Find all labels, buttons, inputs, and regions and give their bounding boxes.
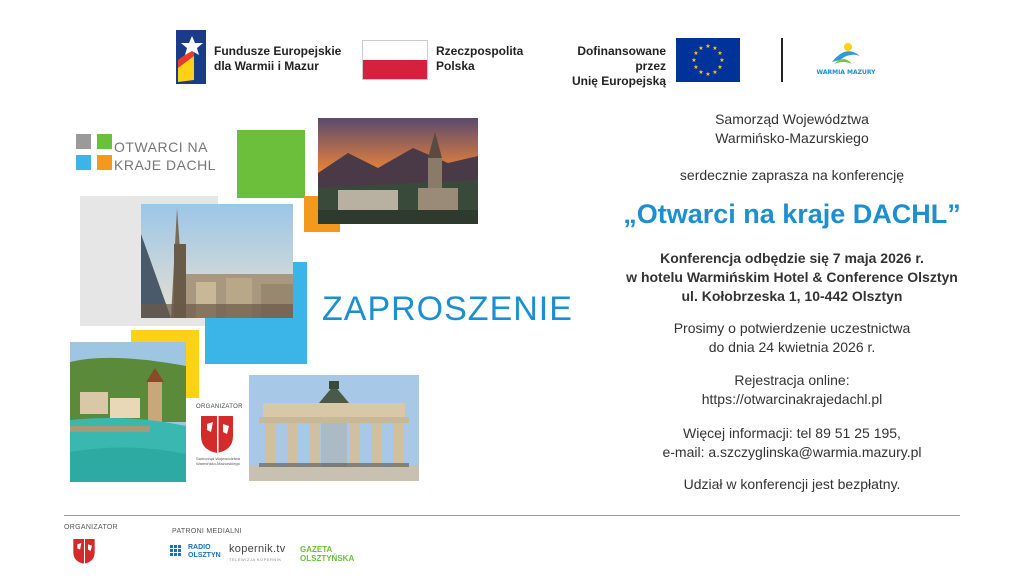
brandenburg-gate-photo [249, 375, 419, 481]
svg-text:★: ★ [712, 69, 718, 76]
european-funds-icon [176, 30, 206, 84]
gazeta-olsztynska-logo: GAZETA OLSZTYŃSKA [300, 545, 355, 563]
radio-olsztyn-icon [170, 545, 186, 559]
registration-block [612, 371, 972, 409]
poland-flag-icon [362, 40, 428, 80]
green-square [237, 130, 305, 198]
footer-coat-of-arms-icon [72, 537, 96, 565]
svg-text:★: ★ [712, 45, 718, 52]
svg-text:★: ★ [705, 43, 711, 50]
host-name: Samorząd Województwa Warmińsko-Mazurskiego [715, 111, 869, 146]
warmia-mazury-logo-icon [816, 36, 876, 84]
svg-text:★: ★ [693, 50, 699, 57]
poland-text: Rzeczpospolita Polska [436, 44, 524, 73]
radio-olsztyn-logo: RADIO OLSZTYN [188, 544, 221, 559]
invitation-heading: ZAPROSZENIE [322, 290, 573, 328]
conference-title: „Otwarci na kraje DACHL” [623, 199, 961, 229]
media-patrons-label: PATRONI MEDIALNI [172, 528, 242, 535]
confirmation-request: Prosimy o potwierdzenie uczestnictwa do dnia 24 kwietnia 2026 r. [673, 320, 911, 355]
svg-text:★: ★ [717, 64, 723, 71]
dachl-brand-icon [76, 134, 114, 172]
eu-funding-text: Dofinansowane przez Unię Europejską [571, 44, 666, 88]
svg-text:★: ★ [693, 64, 699, 71]
contact-info [612, 424, 972, 462]
footer-organizer-label: ORGANIZATOR [64, 524, 118, 531]
svg-text:★: ★ [691, 57, 697, 64]
eu-flag-icon [676, 38, 740, 82]
dachl-brand-text: OTWARCI NA KRAJE DACHL [114, 139, 216, 173]
european-funds-text: Fundusze Europejskie dla Warmii i Mazur [214, 44, 342, 73]
bern-river-photo [70, 342, 186, 482]
collage-organizer-name: Samorząd Województwa Warmińsko-Mazurskiego [196, 456, 240, 466]
footer-divider [64, 515, 960, 516]
registration-link[interactable]: https://otwarcinakrajedachl.pl [701, 391, 883, 407]
conference-details: Konferencja odbędzie się 7 maja 2026 r. w hotelu Warmińskim Hotel & Conference Olsztyn ul. Kołobrzeska 1, 10-442 Olsztyn [626, 250, 958, 304]
svg-text:★: ★ [698, 69, 704, 76]
kopernik-tv-subtitle: TELEWIZJA KOPERNIK [229, 557, 282, 562]
vaduz-castle-photo [318, 118, 478, 224]
invite-line: serdecznie zaprasza na konferencję [679, 167, 905, 183]
voivodeship-coat-of-arms-icon [199, 414, 235, 454]
header-divider [781, 38, 783, 82]
svg-text:★: ★ [719, 57, 725, 64]
contact-phone: Więcej informacji: tel 89 51 25 195, [683, 425, 901, 441]
free-participation: Udział w konferencji jest bezpłatny. [683, 476, 901, 492]
registration-label: Rejestracja online: [734, 372, 850, 388]
svg-text:★: ★ [698, 45, 704, 52]
collage-organizer-label: ORGANIZATOR [196, 404, 243, 410]
contact-email[interactable]: e-mail: a.szczyglinska@warmia.mazury.pl [662, 444, 922, 460]
svg-text:★: ★ [717, 50, 723, 57]
warmia-mazury-logo-text: WARMIA MAZURY [816, 69, 876, 76]
svg-text:★: ★ [705, 71, 711, 78]
kopernik-tv-logo: kopernik.tv [229, 543, 286, 555]
vienna-cathedral-photo [141, 204, 293, 318]
